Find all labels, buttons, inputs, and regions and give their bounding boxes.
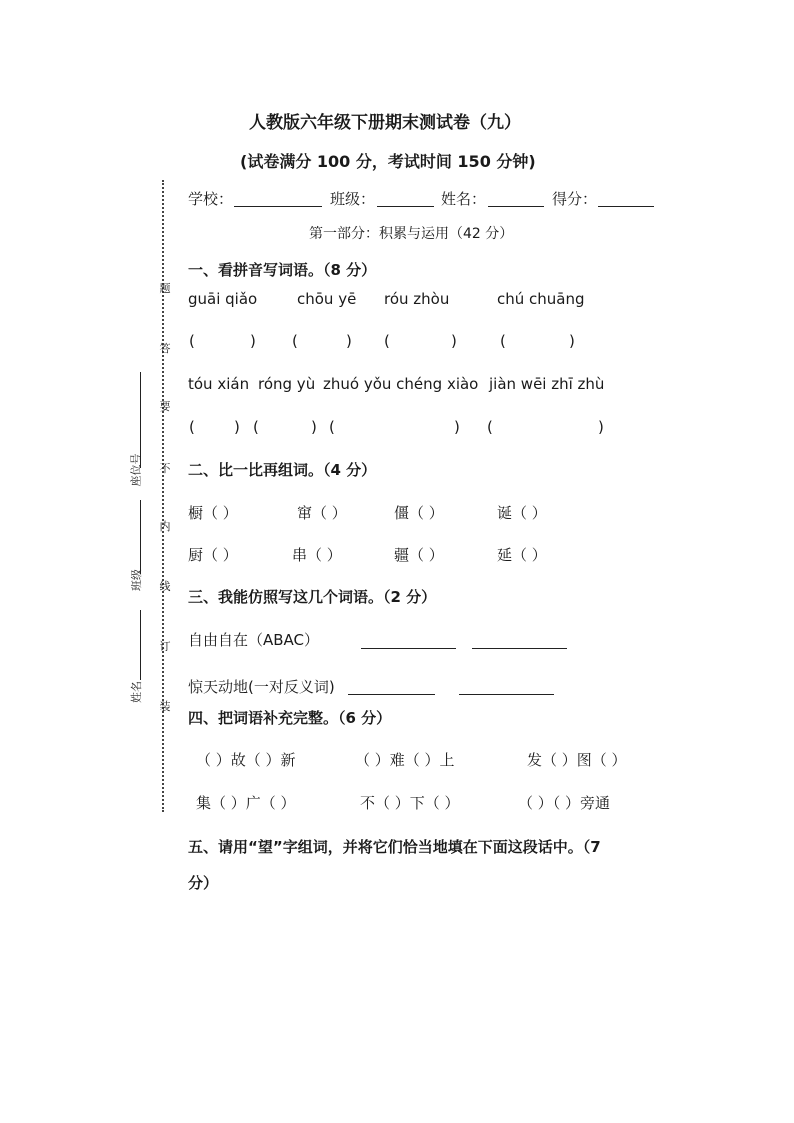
pinyin: tóu xián — [188, 375, 250, 393]
word-answer-paren: （ ） — [307, 546, 342, 564]
binding-char: 内 — [159, 520, 171, 533]
idiom-blank: 不（ ）下（ ） — [360, 794, 460, 812]
word-answer-paren: （ ） — [409, 504, 444, 522]
compare-char: 串 — [292, 546, 308, 564]
binding-char: 不 — [159, 462, 171, 475]
name-label: 姓名 — [130, 681, 143, 703]
answer-line[interactable] — [459, 694, 554, 695]
idiom-blank: 发（ ）图（ ） — [527, 751, 627, 769]
word-answer-paren: （ ） — [203, 546, 238, 564]
answer-paren-close: ) — [234, 418, 240, 436]
answer-paren-close: ) — [311, 418, 317, 436]
answer-paren-close: ) — [250, 332, 256, 350]
q3-item-1: 自由自在（ABAC） — [188, 631, 320, 649]
answer-paren-close: ) — [451, 332, 457, 350]
pinyin: róng yù — [258, 375, 316, 393]
name-line — [140, 610, 141, 680]
answer-paren-open: ( — [253, 418, 259, 436]
idiom-blank: （ ）故（ ）新 — [196, 751, 296, 769]
word-answer-paren: （ ） — [409, 546, 444, 564]
compare-char: 僵 — [394, 504, 410, 522]
name-field[interactable] — [488, 206, 544, 207]
compare-char: 窜 — [297, 504, 313, 522]
word-answer-paren: （ ） — [512, 504, 547, 522]
answer-paren-open: ( — [292, 332, 298, 350]
pinyin: róu zhòu — [384, 290, 450, 308]
part-title: 第一部分：积累与运用（42 分） — [309, 226, 514, 242]
class-label: 班级 — [130, 569, 143, 591]
compare-char: 橱 — [188, 504, 204, 522]
q3-heading: 三、我能仿照写这几个词语。（2 分） — [188, 588, 437, 606]
pinyin: zhuó yǒu chéng xiào — [323, 375, 479, 393]
q3-item-2: 惊天动地(一对反义词) — [188, 678, 335, 696]
answer-paren-close: ) — [569, 332, 575, 350]
answer-paren-close: ) — [346, 332, 352, 350]
answer-line[interactable] — [361, 648, 456, 649]
answer-paren-open: ( — [500, 332, 506, 350]
page-title: 人教版六年级下册期末测试卷（九） — [249, 113, 521, 133]
q5-heading-cont: 分） — [188, 874, 219, 892]
pinyin: chōu yē — [297, 290, 357, 308]
compare-char: 厨 — [188, 546, 204, 564]
binding-char: 答 — [159, 342, 171, 355]
answer-paren-open: ( — [487, 418, 493, 436]
idiom-blank: （ ）难（ ）上 — [355, 751, 455, 769]
score-field[interactable] — [598, 206, 654, 207]
class-line — [140, 500, 141, 574]
idiom-blank: 集（ ）广（ ） — [196, 794, 296, 812]
binding-dotted-line — [162, 180, 164, 812]
binding-char: 要 — [159, 400, 171, 413]
idiom-blank: （ ）（ ）旁通 — [518, 794, 611, 812]
school-field[interactable] — [234, 206, 322, 207]
answer-paren-open: ( — [189, 332, 195, 350]
answer-line[interactable] — [472, 648, 567, 649]
q4-heading: 四、把词语补充完整。（6 分） — [188, 709, 392, 727]
q1-heading: 一、看拼音写词语。（8 分） — [188, 261, 377, 279]
answer-paren-close: ) — [598, 418, 604, 436]
word-answer-paren: （ ） — [512, 546, 547, 564]
score-label: 得分： — [552, 190, 598, 208]
pinyin: chú chuāng — [497, 290, 585, 308]
binding-char: 订 — [159, 640, 171, 653]
compare-char: 延 — [497, 546, 513, 564]
word-answer-paren: （ ） — [203, 504, 238, 522]
binding-char: 题 — [159, 282, 171, 295]
pinyin: jiàn wēi zhī zhù — [489, 375, 605, 393]
class-info-label: 班级： — [330, 190, 376, 208]
answer-line[interactable] — [348, 694, 435, 695]
compare-char: 疆 — [394, 546, 410, 564]
exam-subtitle: (试卷满分 100 分，考试时间 150 分钟) — [240, 152, 536, 171]
pinyin: guāi qiǎo — [188, 290, 258, 308]
answer-paren-open: ( — [329, 418, 335, 436]
binding-char: 线 — [159, 580, 171, 593]
school-label: 学校： — [188, 190, 234, 208]
answer-paren-open: ( — [384, 332, 390, 350]
binding-char: 装 — [159, 700, 171, 713]
class-field[interactable] — [377, 206, 434, 207]
word-answer-paren: （ ） — [312, 504, 347, 522]
seat-number-label: 座位号 — [129, 453, 143, 487]
answer-paren-close: ) — [454, 418, 460, 436]
q2-heading: 二、比一比再组词。（4 分） — [188, 461, 377, 479]
q5-heading: 五、请用“望”字组词，并将它们恰当地填在下面这段话中。（7 — [188, 838, 601, 856]
compare-char: 诞 — [497, 504, 513, 522]
answer-paren-open: ( — [189, 418, 195, 436]
name-info-label: 姓名： — [441, 190, 487, 208]
